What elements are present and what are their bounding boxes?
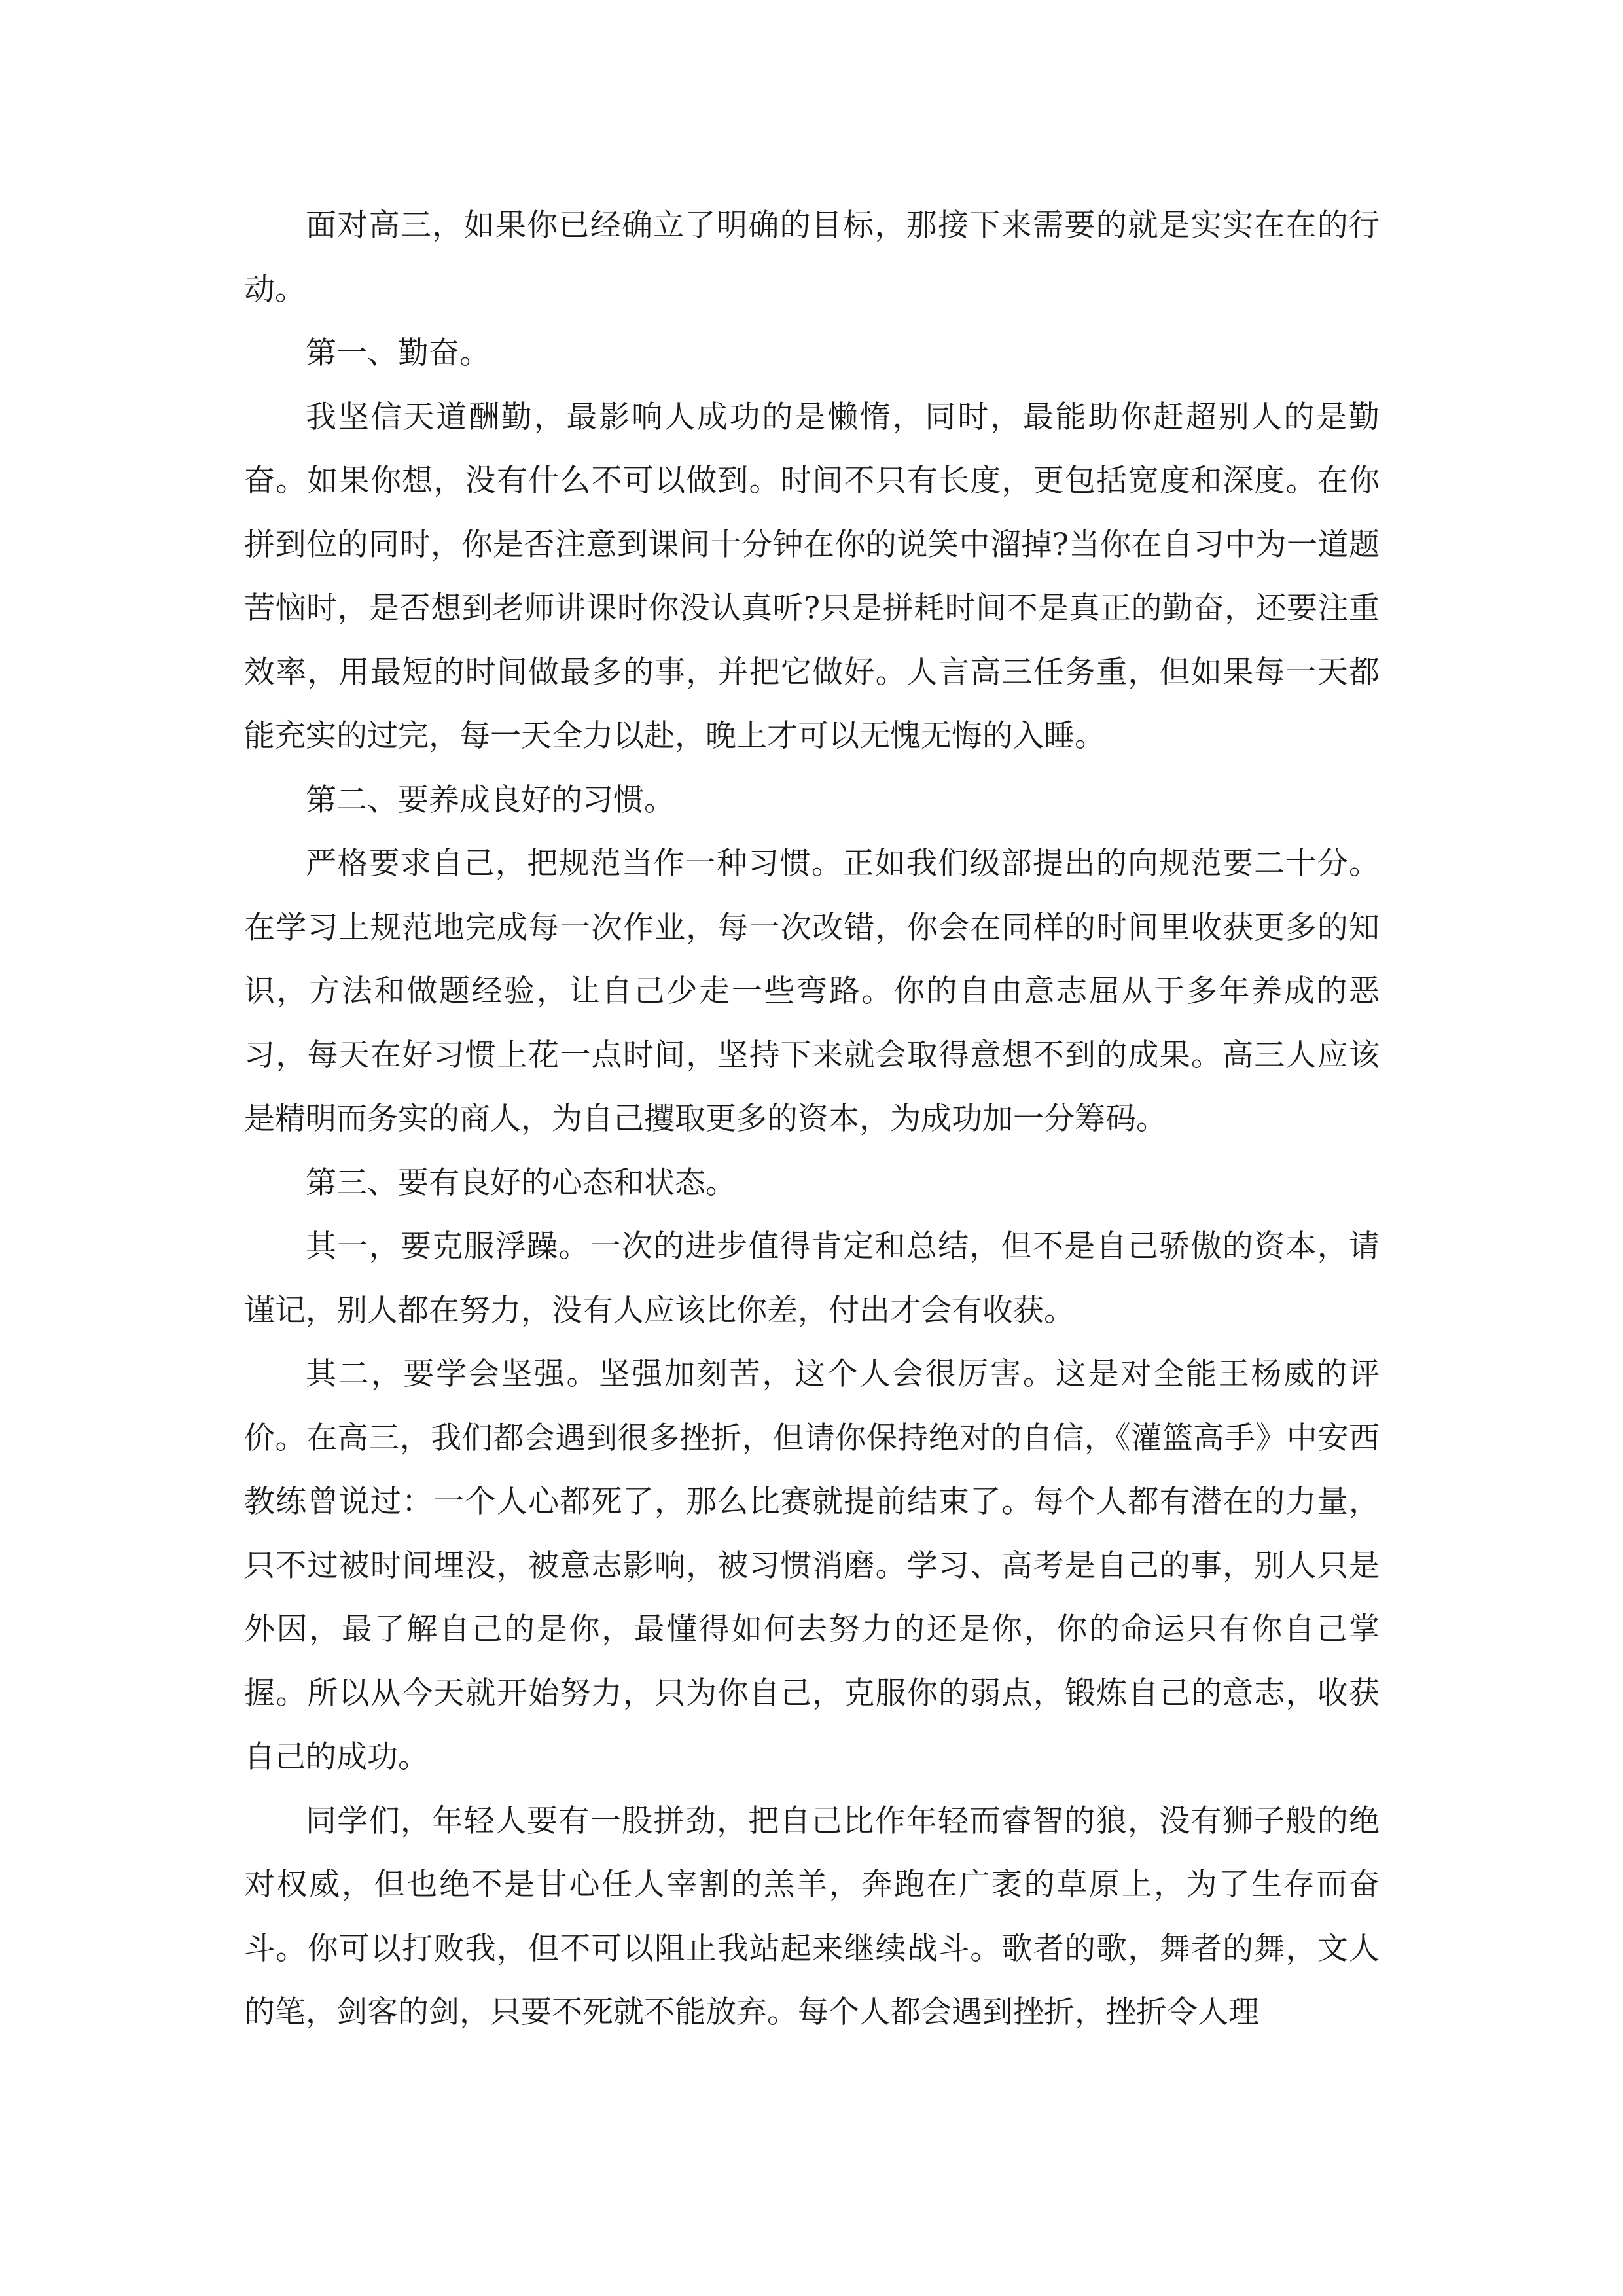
- paragraph-be-strong: 其二，要学会坚强。坚强加刻苦，这个人会很厉害。这是对全能王杨威的评价。在高三，我们都会遇到很多挫折，但请你保持绝对的自信，《灌篮高手》中安西教练曾说过：一个人心都死了，那么比赛就提前结束了。每个人都有潜在的力量，只不过被时间埋没，被意志影响，被习惯消磨。学习、高考是自己的事，别人只是外因，最了解自己的是你，最懂得如何去努力的还是你，你的命运只有你自己掌握。所以从今天就开始努力，只为你自己，克服你的弱点，锻炼自己的意志，收获自己的成功。: [244, 1356, 1380, 1775]
- paragraph-habits: 严格要求自己，把规范当作一种习惯。正如我们级部提出的向规范要二十分。在学习上规范地完成每一次作业，每一次改错，你会在同样的时间里收获更多的知识，方法和做题经验，让自己少走一些弯路。你的自由意志屈从于多年养成的恶习，每天在好习惯上花一点时间，坚持下来就会取得意想不到的成果。高三人应该是精明而务实的商人，为自己攫取更多的资本，为成功加一分筹码。: [244, 846, 1380, 1137]
- paragraph-diligence: 我坚信天道酬勤，最影响人成功的是懒惰，同时，最能助你赶超别人的是勤奋。如果你想，没有什么不可以做到。时间不只有长度，更包括宽度和深度。在你拼到位的同时，你是否注意到课间十分钟在你的说笑中溜掉?当你在自习中为一道题苦恼时，是否想到老师讲课时你没认真听?只是拼耗时间不是真正的勤奋，还要注重效率，用最短的时间做最多的事，并把它做好。人言高三任务重，但如果每一天都能充实的过完，每一天全力以赴，晚上才可以无愧无悔的入睡。: [244, 399, 1380, 754]
- heading-diligence: 第一、勤奋。: [306, 335, 490, 371]
- paragraph-classmates: 同学们，年轻人要有一股拼劲，把自己比作年轻而睿智的狼，没有狮子般的绝对权威，但也绝不是甘心任人宰割的羔羊，奔跑在广袤的草原上，为了生存而奋斗。你可以打败我，但不可以阻止我站起来继续战斗。歌者的歌，舞者的舞，文人的笔，剑客的剑，只要不死就不能放弃。每个人都会遇到挫折，挫折令人理: [244, 1803, 1380, 2030]
- paragraph-overcome-impetuosity: 其一，要克服浮躁。一次的进步值得肯定和总结，但不是自己骄傲的资本，请谨记，别人都在努力，没有人应该比你差，付出才会有收获。: [244, 1229, 1380, 1329]
- paragraph-intro: 面对高三，如果你已经确立了明确的目标，那接下来需要的就是实实在在的行动。: [244, 207, 1380, 308]
- heading-mindset: 第三、要有良好的心态和状态。: [306, 1164, 736, 1201]
- heading-habits: 第二、要养成良好的习惯。: [306, 781, 675, 818]
- document-body: [244, 194, 1380, 2045]
